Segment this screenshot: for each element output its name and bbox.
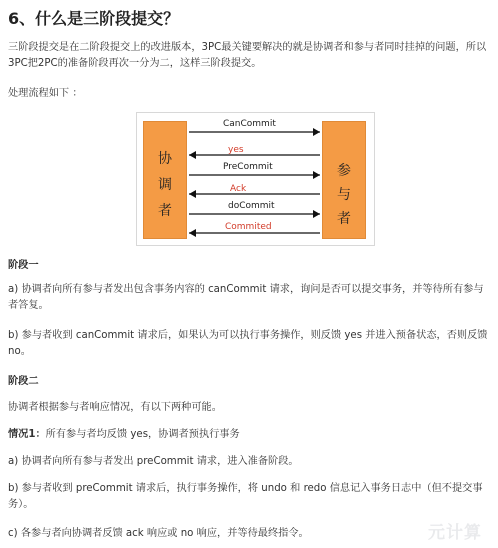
flow-label: 处理流程如下 ：: [8, 88, 83, 99]
intro-paragraph: 三阶段提交是在二阶段提交上的改进版本，3PC最关键要解决的就是协调者和参与者同时挂掉的问题，所以3PC把2PC的准备阶段再次一分为二，这样三阶段提交。: [8, 42, 487, 69]
phase2-heading: 阶段二: [8, 376, 39, 387]
phase2-case1: [8, 427, 492, 443]
arrow-head-3: [313, 171, 320, 179]
coordinator-label-2: 调: [158, 177, 172, 193]
three-phase-commit-diagram: [136, 112, 375, 246]
msg-docommit: doCommit: [228, 201, 275, 211]
participant-label-1: 参: [337, 163, 351, 179]
arrow-head-2: [189, 151, 196, 159]
coordinator-label-3: 者: [158, 203, 172, 219]
phase2-step-b: b) 参与者收到 preCommit 请求后，执行事务操作，将 undo 和 redo 信息记入事务日志中（但不提交事务）。: [8, 483, 483, 510]
participant-label-3: 者: [337, 211, 351, 227]
phase1-step-b: b) 参与者收到 canCommit 请求后，如果认为可以执行事务操作，则反馈 yes 并进入预备状态，否则反馈 no。: [8, 330, 488, 357]
case1-text: 所有参与者均反馈 yes，协调者预执行事务: [45, 429, 240, 440]
msg-yes: yes: [228, 145, 244, 155]
phase2-step-a: a) 协调者向所有参与者发出 preCommit 请求，进入准备阶段。: [8, 456, 299, 467]
arrow-head-5: [313, 210, 320, 218]
arrow-head-1: [313, 128, 320, 136]
participant-label-2: 与: [337, 187, 351, 203]
msg-commited: Commited: [225, 222, 272, 232]
phase1-heading: 阶段一: [8, 260, 39, 271]
phase1-step-a: a) 协调者向所有参与者发出包含事务内容的 canCommit 请求，询问是否可以提交事务，并等待所有参与者答复。: [8, 284, 484, 311]
phase2-step-c: c) 各参与者向协调者反馈 ack 响应或 no 响应，并等待最终指令。: [8, 528, 309, 539]
msg-ack: Ack: [230, 184, 247, 194]
phase2-description: 协调者根据参与者响应情况，有以下两种可能。: [8, 402, 222, 413]
section-title: 6、什么是三阶段提交？: [8, 9, 180, 28]
watermark-logo: 元计算: [428, 523, 482, 543]
case1-label: 情况1：: [8, 429, 46, 440]
msg-precommit: PreCommit: [223, 162, 273, 172]
arrow-head-4: [189, 190, 196, 198]
arrow-head-6: [189, 229, 196, 237]
coordinator-label-1: 协: [158, 151, 172, 167]
msg-cancommit: CanCommit: [223, 119, 276, 129]
